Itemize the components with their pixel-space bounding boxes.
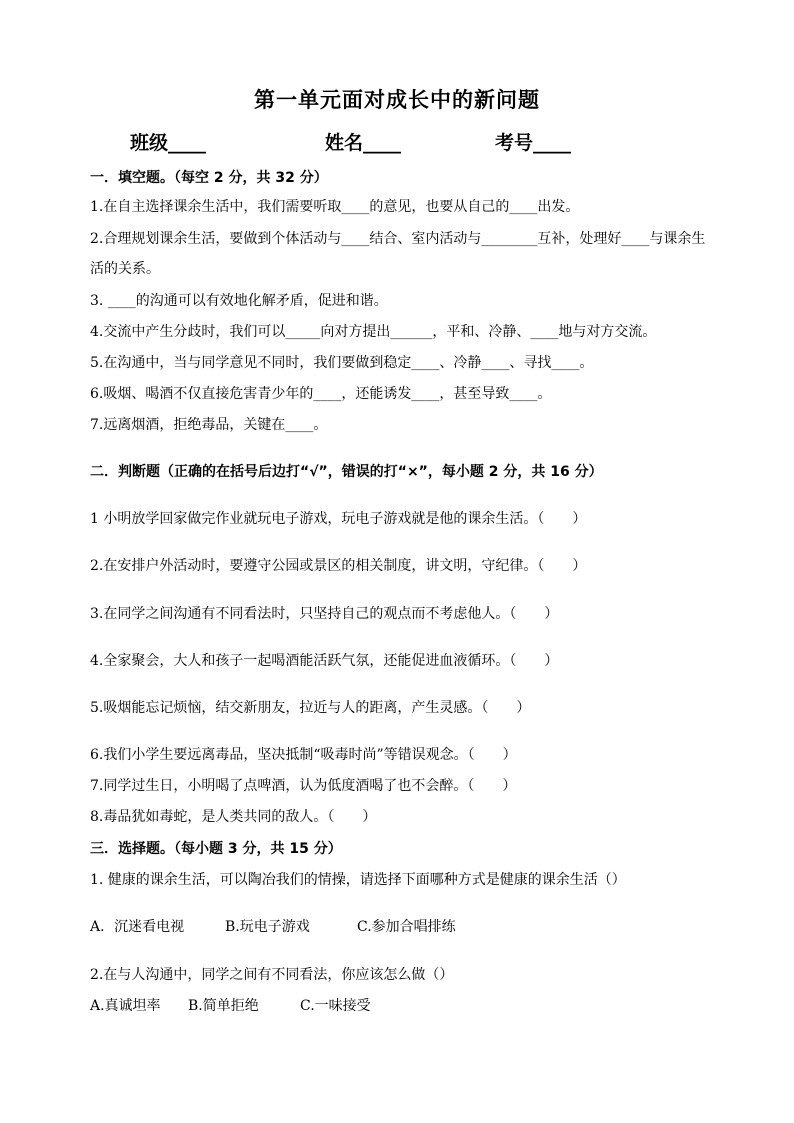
multiple-choice-stem: 1. 健康的课余生活，可以陶冶我们的情操，请选择下面哪种方式是健康的课余生活（） bbox=[90, 872, 626, 888]
fill-blank-question: 1.在自主选择课余生活中，我们需要听取____的意见，也要从自己的____出发。 bbox=[90, 199, 580, 215]
option-c: C.参加合唱排练 bbox=[357, 919, 456, 935]
true-false-question: 6.我们小学生要远离毒品，坚决抵制“吸毒时尚”等错误观念。（ ） bbox=[90, 747, 517, 763]
fill-blank-question: 3. ____的沟通可以有效地化解矛盾，促进和谐。 bbox=[90, 293, 388, 309]
page-title: 第一单元面对成长中的新问题 bbox=[254, 88, 540, 112]
section-multiple-choice-heading: 三．选择题。（每小题 3 分，共 15 分） bbox=[90, 841, 342, 857]
true-false-question: 2.在安排户外活动时，要遵守公园或景区的相关制度，讲文明，守纪律。（ ） bbox=[90, 558, 587, 574]
fill-blank-question: 2.合理规划课余生活，要做到个体活动与____结合、室内活动与________互补，处理好____与课余生 bbox=[90, 231, 706, 247]
true-false-question: 7.同学过生日，小明喝了点啤酒，认为低度酒喝了也不会醉。（ ） bbox=[90, 778, 517, 794]
section-true-false-heading: 二．判断题（正确的在括号后边打“√”，错误的打“×”，每小题 2 分，共 16 分） bbox=[90, 464, 603, 480]
fill-blank-question: 5.在沟通中，当与同学意见不同时，我们要做到稳定____、冷静____、寻找____。 bbox=[90, 355, 594, 371]
name-field-label: 姓名____ bbox=[325, 132, 402, 154]
section-fill-blank-heading: 一．填空题。（每空 2 分，共 32 分） bbox=[90, 170, 328, 186]
option-a: A．沉迷看电视 bbox=[90, 919, 185, 935]
option-c: C.一味接受 bbox=[300, 998, 371, 1014]
fill-blank-question: 6.吸烟、喝酒不仅直接危害青少年的____，还能诱发____，甚至导致____。 bbox=[90, 386, 552, 402]
fill-blank-question-continued: 活的关系。 bbox=[90, 261, 160, 277]
option-a: A.真诚坦率 bbox=[90, 998, 161, 1014]
exam-number-field-label: 考号____ bbox=[495, 132, 572, 154]
true-false-question: 3.在同学之间沟通有不同看法时，只坚持自己的观点而不考虑他人。（ ） bbox=[90, 606, 559, 622]
class-field-label: 班级____ bbox=[130, 132, 207, 154]
true-false-question: 5.吸烟能忘记烦恼，结交新朋友，拉近与人的距离，产生灵感。（ ） bbox=[90, 700, 531, 716]
option-b: B.简单拒绝 bbox=[188, 998, 259, 1014]
multiple-choice-stem: 2.在与人沟通中，同学之间有不同看法，你应该怎么做（） bbox=[90, 967, 454, 983]
fill-blank-question: 4.交流中产生分歧时，我们可以_____向对方提出______，平和、冷静、____地与对方交流。 bbox=[90, 324, 657, 340]
fill-blank-question: 7.远离烟酒，拒绝毒品，关键在____。 bbox=[90, 417, 328, 433]
true-false-question: 1 小明放学回家做完作业就玩电子游戏，玩电子游戏就是他的课余生活。（ ） bbox=[90, 511, 587, 527]
true-false-question: 4.全家聚会，大人和孩子一起喝酒能活跃气氛，还能促进血液循环。（ ） bbox=[90, 653, 559, 669]
true-false-question: 8.毒品犹如毒蛇，是人类共同的敌人。（ ） bbox=[90, 809, 377, 825]
option-b: B.玩电子游戏 bbox=[225, 919, 310, 935]
